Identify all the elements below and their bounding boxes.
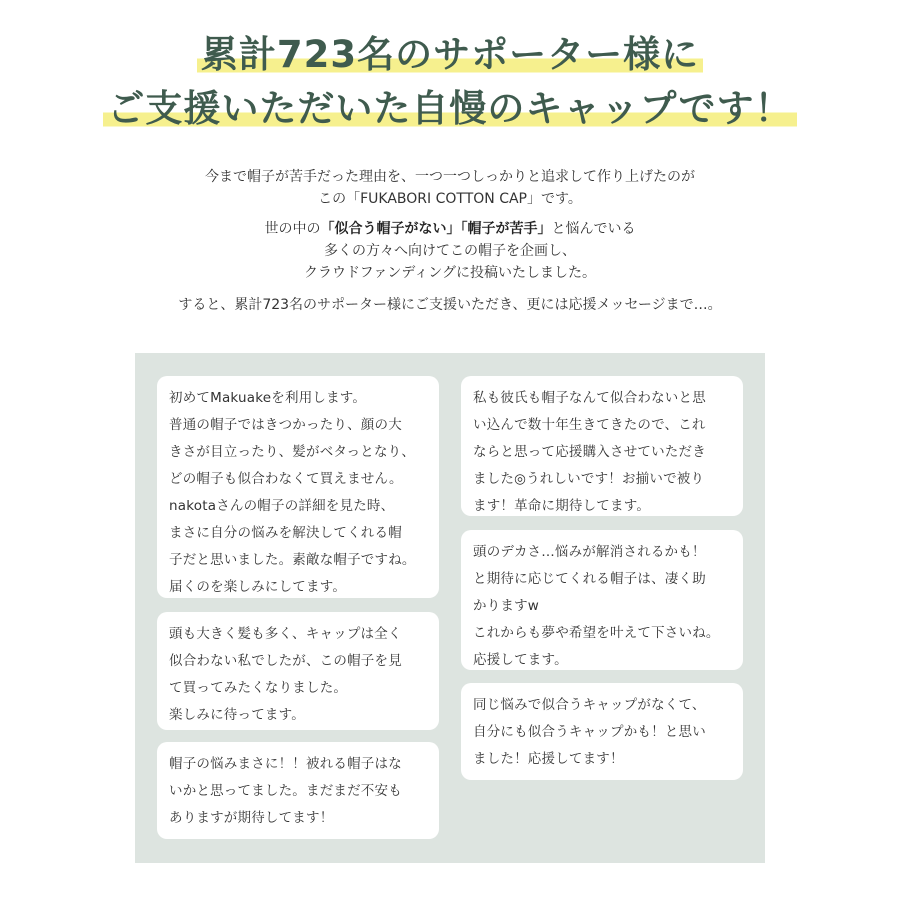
intro-p1-line1: 今まで帽子が苦手だった理由を、一つ一つしっかりと追求して作り上げたのが <box>205 169 695 185</box>
message-card: 同じ悩みで似合うキャップがなくて、 自分にも似合うキャップかも！と思い ました！応援してます！ <box>461 683 743 780</box>
headline-line-2 <box>0 86 900 132</box>
intro-paragraph-3 <box>0 294 900 316</box>
intro-paragraph-1 <box>0 166 900 210</box>
intro-p2-line2: 多くの方々へ向けてこの帽子を企画し、 <box>324 243 576 259</box>
intro-p2-suffix: と悩んでいる <box>551 221 636 237</box>
intro-p3-text: すると、累計723名のサポーター様にご支援いただき、更には応援メッセージまで…。 <box>178 297 722 313</box>
message-card: 初めてMakuakeを利用します。 普通の帽子ではきつかったり、顔の大 きさが目立ったり、髪がベタっとなり、 どの帽子も似合わなくて買えません。 nakotaさんの帽子の詳細を見た時、 まさに自分の悩みを解決してくれる帽 子だと思いました。素敵な帽子ですね。 届くのを楽しみにしてます。 <box>157 376 439 598</box>
intro-p2-line3: クラウドファンディングに投稿いたしました。 <box>304 265 596 281</box>
headline-line-1-text: 累計723名のサポーター様に <box>197 32 703 78</box>
intro-p2-line1 <box>0 218 900 240</box>
intro-p1-line2: この「FUKABORI COTTON CAP」です。 <box>318 191 582 207</box>
message-card: 頭のデカさ…悩みが解消されるかも！ と期待に応じてくれる帽子は、凄く助 かりますw これからも夢や希望を叶えて下さいね。 応援してます。 <box>461 530 743 670</box>
message-card: 頭も大きく髪も多く、キャップは全く 似合わない私でしたが、この帽子を見 て買ってみたくなりました。 楽しみに待ってます。 <box>157 612 439 730</box>
intro-paragraph-2 <box>0 218 900 284</box>
headline-line-2-text: ご支援いただいた自慢のキャップです！ <box>103 86 796 132</box>
headline-line-1 <box>0 32 900 78</box>
intro-p2-emphasis: 「似合う帽子がない」「帽子が苦手」 <box>320 221 552 237</box>
message-card: 帽子の悩みまさに！！被れる帽子はな いかと思ってました。まだまだ不安も ありますが期待してます！ <box>157 742 439 839</box>
intro-p2-prefix: 世の中の <box>264 221 321 237</box>
message-card: 私も彼氏も帽子なんて似合わないと思 い込んで数十年生きてきたので、これ ならと思って応援購入させていただき ました◎うれしいです！お揃いで被り ます！革命に期待してます。 <box>461 376 743 516</box>
